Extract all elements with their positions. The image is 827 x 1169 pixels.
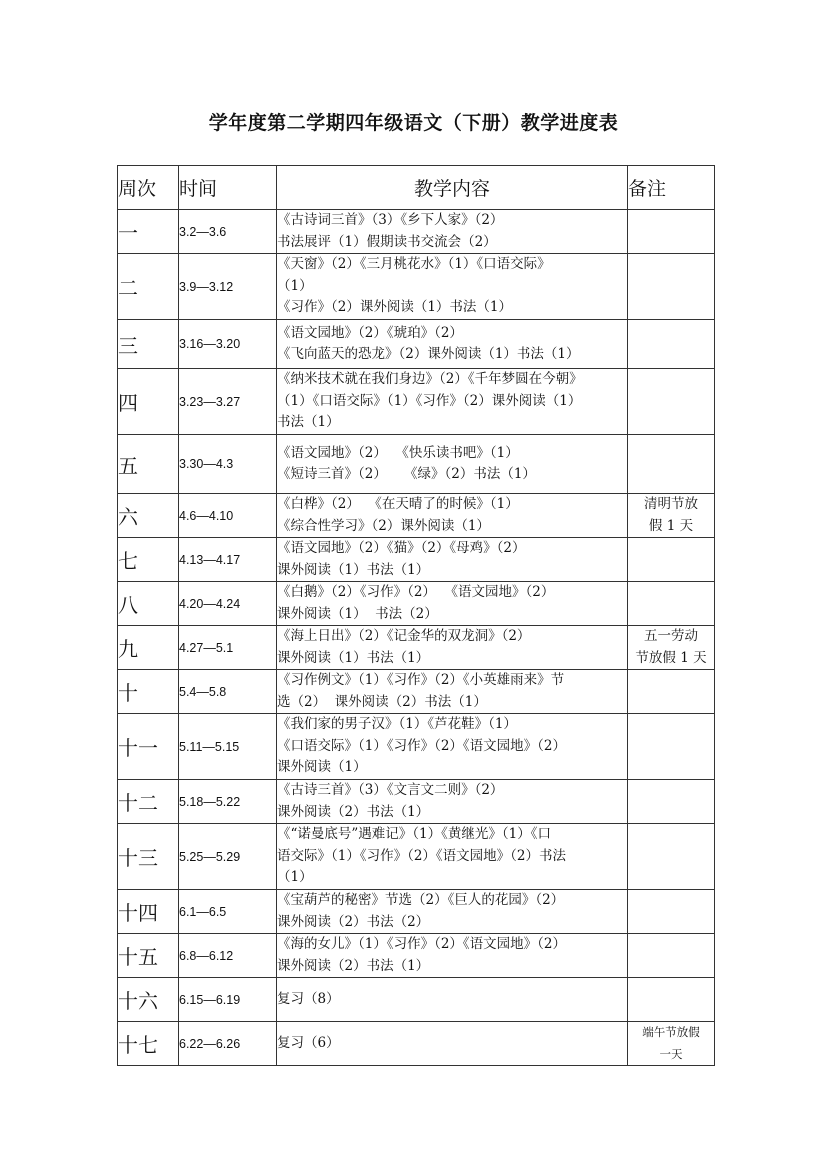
week-cell: 十二	[118, 780, 179, 824]
week-cell: 五	[118, 435, 179, 494]
table-row	[118, 582, 715, 626]
time-cell: 5.11—5.15	[179, 714, 277, 780]
page-title: 学年度第二学期四年级语文（下册）教学进度表	[208, 112, 619, 134]
note-cell: 端午节放假 一天	[628, 1022, 715, 1066]
content-cell: 《习作例文》（1）《习作》（2）《小英雄雨来》节 选（2） 课外阅读（2）书法（1）	[277, 670, 628, 714]
time-cell: 4.13—4.17	[179, 538, 277, 582]
time-cell: 6.22—6.26	[179, 1022, 277, 1066]
header-note: 备注	[628, 166, 715, 210]
week-cell: 四	[118, 369, 179, 435]
week-cell: 十六	[118, 978, 179, 1022]
week-cell: 一	[118, 210, 179, 254]
note-cell	[628, 780, 715, 824]
content-cell: 《“诺曼底号”遇难记》（1）《黄继光》（1）《口 语交际》（1）《习作》（2）《语文园地》（2）书法 （1）	[277, 824, 628, 890]
time-cell: 5.25—5.29	[179, 824, 277, 890]
week-cell: 十四	[118, 890, 179, 934]
content-cell: 复习（8）	[277, 978, 628, 1022]
content-cell: 《白桦》（2） 《在天晴了的时候》（1） 《综合性学习》（2）课外阅读（1）	[277, 494, 628, 538]
note-cell	[628, 320, 715, 369]
note-cell	[628, 538, 715, 582]
table-row	[118, 890, 715, 934]
table-row	[118, 210, 715, 254]
time-cell: 4.27—5.1	[179, 626, 277, 670]
header-row	[118, 166, 715, 210]
schedule-table	[117, 165, 715, 1066]
content-cell: 《语文园地》（2） 《快乐读书吧》（1） 《短诗三首》（2） 《绿》（2）书法（1）	[277, 435, 628, 494]
content-cell: 《海上日出》（2）《记金华的双龙洞》（2） 课外阅读（1）书法（1）	[277, 626, 628, 670]
table-row	[118, 714, 715, 780]
week-cell: 九	[118, 626, 179, 670]
time-cell: 4.20—4.24	[179, 582, 277, 626]
table-row	[118, 320, 715, 369]
week-cell: 十三	[118, 824, 179, 890]
week-cell: 八	[118, 582, 179, 626]
week-cell: 三	[118, 320, 179, 369]
note-cell	[628, 582, 715, 626]
table-row	[118, 435, 715, 494]
time-cell: 6.1—6.5	[179, 890, 277, 934]
time-cell: 5.18—5.22	[179, 780, 277, 824]
note-cell	[628, 369, 715, 435]
content-cell: 《我们家的男子汉》（1）《芦花鞋》（1） 《口语交际》（1）《习作》（2）《语文园地》（2） 课外阅读（1）	[277, 714, 628, 780]
week-cell: 二	[118, 254, 179, 320]
note-cell	[628, 934, 715, 978]
week-cell: 十五	[118, 934, 179, 978]
content-cell: 《语文园地》（2）《琥珀》（2） 《飞向蓝天的恐龙》（2）课外阅读（1）书法（1）	[277, 320, 628, 369]
note-cell	[628, 210, 715, 254]
table-row	[118, 670, 715, 714]
time-cell: 3.16—3.20	[179, 320, 277, 369]
week-cell: 十	[118, 670, 179, 714]
note-cell	[628, 670, 715, 714]
table-row	[118, 824, 715, 890]
table-row	[118, 934, 715, 978]
time-cell: 3.30—4.3	[179, 435, 277, 494]
week-cell: 十一	[118, 714, 179, 780]
header-time: 时间	[179, 166, 277, 210]
content-cell: 《白鹅》（2）《习作》（2） 《语文园地》（2） 课外阅读（1） 书法（2）	[277, 582, 628, 626]
time-cell: 6.8—6.12	[179, 934, 277, 978]
content-cell: 《古诗词三首》（3）《乡下人家》（2） 书法展评（1）假期读书交流会（2）	[277, 210, 628, 254]
note-cell: 五一劳动 节放假 1 天	[628, 626, 715, 670]
content-cell: 《海的女儿》（1）《习作》（2）《语文园地》（2） 课外阅读（2）书法（1）	[277, 934, 628, 978]
time-cell: 3.2—3.6	[179, 210, 277, 254]
table-row	[118, 538, 715, 582]
header-week: 周次	[118, 166, 179, 210]
note-cell: 清明节放 假 1 天	[628, 494, 715, 538]
content-cell: 《宝葫芦的秘密》节选（2）《巨人的花园》（2） 课外阅读（2）书法（2）	[277, 890, 628, 934]
note-cell	[628, 978, 715, 1022]
table-row	[118, 1022, 715, 1066]
note-cell	[628, 254, 715, 320]
time-cell: 3.9—3.12	[179, 254, 277, 320]
note-cell	[628, 824, 715, 890]
content-cell: 《纳米技术就在我们身边》（2）《千年梦圆在今朝》 （1）《口语交际》（1）《习作》（2）课外阅读（1） 书法（1）	[277, 369, 628, 435]
table-row	[118, 978, 715, 1022]
table-row	[118, 780, 715, 824]
table-row	[118, 369, 715, 435]
content-cell: 《天窗》（2）《三月桃花水》（1）《口语交际》 （1） 《习作》（2）课外阅读（1）书法（1）	[277, 254, 628, 320]
time-cell: 4.6—4.10	[179, 494, 277, 538]
table-row	[118, 254, 715, 320]
table-row	[118, 494, 715, 538]
time-cell: 6.15—6.19	[179, 978, 277, 1022]
content-cell: 《语文园地》（2）《猫》（2）《母鸡》（2） 课外阅读（1）书法（1）	[277, 538, 628, 582]
table-row	[118, 626, 715, 670]
note-cell	[628, 714, 715, 780]
week-cell: 七	[118, 538, 179, 582]
header-content: 教学内容	[277, 166, 628, 210]
note-cell	[628, 435, 715, 494]
content-cell: 《古诗三首》（3）《文言文二则》（2） 课外阅读（2）书法（1）	[277, 780, 628, 824]
week-cell: 十七	[118, 1022, 179, 1066]
time-cell: 3.23—3.27	[179, 369, 277, 435]
content-cell: 复习（6）	[277, 1022, 628, 1066]
time-cell: 5.4—5.8	[179, 670, 277, 714]
week-cell: 六	[118, 494, 179, 538]
note-cell	[628, 890, 715, 934]
